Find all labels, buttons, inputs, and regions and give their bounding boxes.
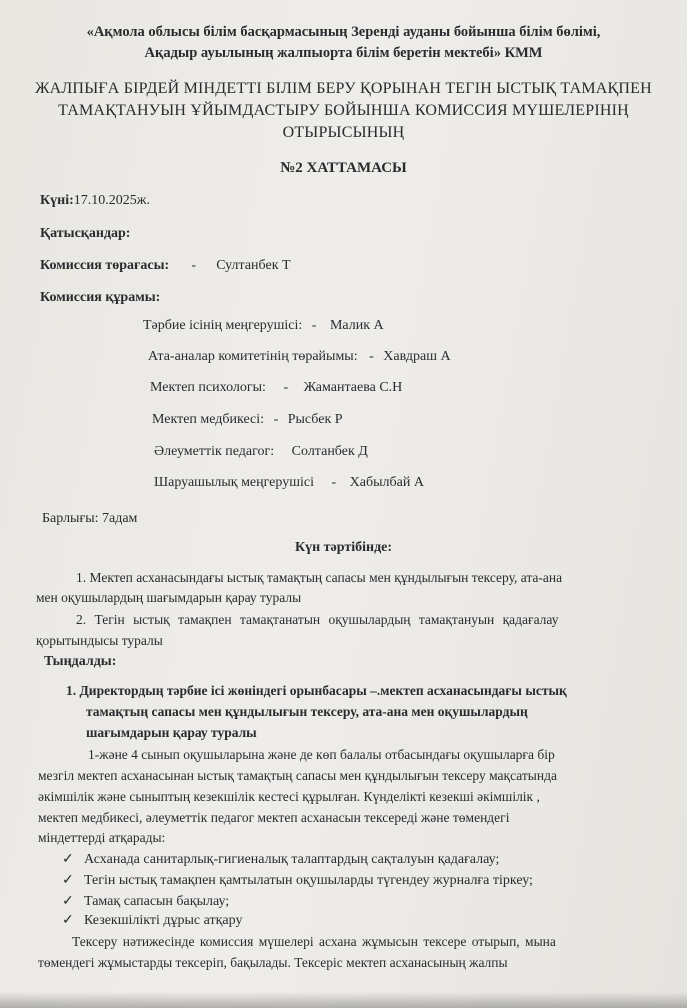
chair-name: Султанбек Т (216, 258, 291, 273)
heard-label: Тыңдалды: (44, 654, 117, 669)
date-row (40, 193, 150, 209)
member-name: Хабылбай А (349, 475, 424, 490)
member-separator: - (273, 412, 279, 427)
member-row (143, 318, 384, 334)
heard-body-line3: әкімшілік және сыныптың кезекшілік кестесі құрылған. Күнделікті кезекші әкімшілік , (38, 789, 540, 804)
org-name-line1: «Ақмола облысы білім басқармасының Зеренді ауданы бойынша білім бөлімі, (86, 24, 601, 40)
org-name-line2: Ақадыр ауылының жалпыорта білім беретін мектебі» КММ (144, 45, 543, 61)
agenda-item-2-line2: қорытындысы туралы (36, 633, 163, 648)
member-name: Малик А (329, 318, 384, 333)
heard-body-line5: міндеттерді атқарады: (38, 830, 166, 845)
heard-body-line4: мектеп медбикесі, әлеуметтік педагог мектеп асханасын тексереді және төмендегі (38, 810, 510, 825)
checklist-item-text: Тегін ыстық тамақпен қамтылатын оқушыларды түгендеу журналға тіркеу; (84, 873, 533, 888)
date-label: Күні: (40, 193, 74, 208)
member-row (154, 444, 368, 460)
heard-point-1-line1: 1. Директордың тәрбие ісі жөніндегі орынбасары –.мектеп асханасындағы ыстық (66, 683, 567, 698)
member-role: Мектеп медбикесі: (152, 412, 265, 427)
member-row (154, 475, 424, 491)
checklist-item (62, 893, 229, 910)
member-role: Мектеп психологы: (150, 380, 266, 395)
checklist-item-text: Асханада санитарлық-гигиеналық талаптардың сақталуын қадағалау; (84, 852, 500, 867)
member-name: Солтанбек Д (291, 444, 368, 459)
doc-title-line3: ОТЫРЫСЫНЫҢ (282, 124, 405, 141)
result-line2: төмендегі жұмыстарды тексеріп, бақылады. Тексеріс мектеп асханасының жалпы (38, 955, 508, 970)
member-separator: - (331, 475, 337, 490)
member-separator: - (311, 318, 317, 333)
member-role: Тәрбие ісінің меңгерушісі: (143, 318, 303, 333)
agenda-heading: Күн тәртібінде: (294, 540, 393, 555)
checklist-item (62, 851, 499, 868)
checklist-item-text: Кезекшілікті дұрыс атқару (84, 913, 243, 928)
page-edge-shadow (0, 992, 687, 1008)
checkmark-icon: ✓ (62, 873, 74, 888)
heard-point-1-line3: шағымдарын қарау туралы (86, 725, 257, 740)
member-separator: - (283, 380, 289, 395)
checklist-item (62, 872, 533, 889)
doc-title-line2: ТАМАҚТАНУЫН ҰЙЫМДАСТЫРУ БОЙЫНША КОМИССИЯ МҮШЕЛЕРІНІҢ (58, 102, 629, 119)
result-line1: Тексеру нәтижесінде комиссия мүшелері асхана жұмысын тексере отырып, мына (72, 934, 556, 949)
member-role: Ата-аналар комитетінің төрайымы: (148, 349, 358, 364)
member-separator: - (369, 349, 374, 364)
composition-label: Комиссия құрамы: (40, 290, 161, 305)
checkmark-icon: ✓ (62, 913, 74, 928)
member-name: Хавдраш А (383, 349, 451, 364)
member-name: Рысбек Р (287, 412, 343, 427)
checkmark-icon: ✓ (62, 852, 74, 867)
member-row (152, 412, 343, 428)
protocol-number: №2 ХАТТАМАСЫ (280, 160, 407, 176)
checklist-item-text: Тамақ сапасын бақылау; (84, 894, 230, 909)
checklist-item (62, 912, 242, 929)
heard-body-line2: мезгіл мектеп асханасынан ыстық тамақтың сапасы мен құндылығын тексеру мақсатында (38, 768, 557, 783)
doc-title-line1: ЖАЛПЫҒА БІРДЕЙ МІНДЕТТІ БІЛІМ БЕРУ ҚОРЫНАН ТЕГІН ЫСТЫҚ ТАМАҚПЕН (35, 80, 652, 97)
date-value: 17.10.2025ж. (73, 193, 150, 208)
chair-row (40, 258, 291, 274)
member-name: Жамантаева С.Н (303, 380, 403, 395)
participants-label: Қатысқандар: (40, 226, 131, 241)
checkmark-icon: ✓ (62, 894, 74, 909)
member-role: Әлеуметтік педагог: (154, 444, 275, 459)
chair-separator: - (191, 258, 197, 273)
agenda-item-1-line1: 1. Мектеп асханасындағы ыстық тамақтың сапасы мен құндылығын тексеру, ата-ана (76, 570, 563, 585)
chair-label: Комиссия төрағасы: (40, 258, 170, 273)
member-row (150, 380, 402, 396)
member-role: Шаруашылық меңгерушісі (154, 475, 314, 490)
member-row (148, 349, 451, 365)
total-count: Барлығы: 7адам (42, 511, 138, 526)
agenda-item-1-line2: мен оқушылардың шағымдарын қарау туралы (36, 590, 302, 605)
heard-point-1-line2: тамақтың сапасы мен құндылығын тексеру, ата-ана мен оқушылардың (86, 704, 528, 719)
heard-body-line1: 1-және 4 сынып оқушыларына және де көп балалы отбасындағы оқушыларға бір (88, 747, 555, 762)
agenda-item-2-line1: 2. Тегін ыстық тамақпен тамақтанатын оқушылардың тамақтануын қадағалау (76, 612, 559, 627)
